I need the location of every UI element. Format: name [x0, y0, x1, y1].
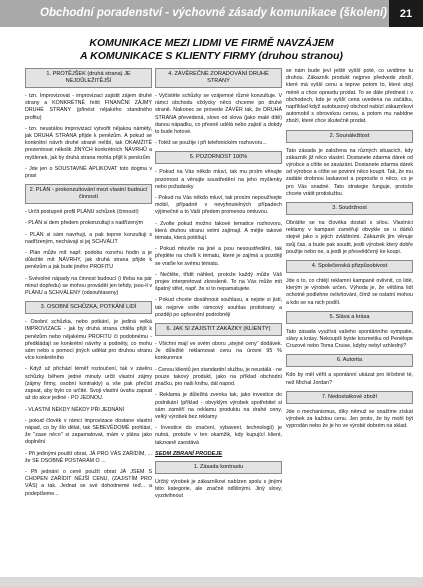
- section-box: 2. Sounáležitost: [286, 130, 413, 143]
- section-box: 1. Zásada kontrastu: [155, 461, 282, 474]
- paragraph: - Osobní schůzka, nebo potkání, je jediná velká IMPROVIZACE - jak by druhá strana chtěla přijít k penězům nebo nějakému PROFITU či podobnému - předkládají se konkrétní návrhy a podněty, co mohu sám nebo s pomocí jiných udělat pro druhou stranu více konkrétního: [25, 319, 152, 362]
- paragraph: - Pokud na Vás někdo mluví, tak prosím nepoužívejte mobil, případně v nevyhnutelných případech výjimečně a to Vaší předem promenou omluvou.: [155, 195, 282, 216]
- paragraph: - Cenou klientů jen standardní službu, je neustálá - ne pouze takový produkt, jako na příklad obchodní značku, pro naši knihu, dál napod.: [155, 366, 282, 388]
- main-title: [0, 37, 423, 63]
- section-box: 1. PROTĚJŠEK (druhá strana) JE NEJDŮLEŽITĚJŠÍ: [25, 68, 152, 88]
- paragraph: - tzn. Improvizovat - improvizaci zajistit zájem druhé strany a KONKRÉTNĚ řešit FINANČNÍ ZÁJMY DRUHÉ STRANY (přinést nějakého standného profitu): [25, 93, 152, 121]
- paragraph: - Zvolte pokud možno takové tematice rozhovoru, která druhou stranu velmi zajímají. A mějte takové témata, která potěšují.: [155, 220, 282, 242]
- paragraph: - tzn. neustálou improvizací vytvořit nějakou náměty, jak DRUHÁ STRANA přijde k penězům. A pokud se konkrétní návrh druhé straně nelíbí, tak OKAMŽITĚ prezentovat několik JINÝCH konkrétních NÁVRHŮ a myšlenek, jak by druhá strana mohla přijít k penězům: [25, 125, 152, 161]
- paragraph: Obrátíte se na člověka dostali s sílou. Vlastníci reklamy v kampani zaměřují obvykle se u dárků stejně jako s jejich zvláštními. Zákazník jim věnuje svůj čas, a bude pak soudit, jestli výrobek který dobře použije nebo ne, a jestli je přesvědčený ke koupi.: [286, 220, 413, 255]
- paragraph: - Vyčistěte schůzky se vzájemné různé konzultuje. V rámci obchodu vždycky něco chceme po druhé straně. Nakonec se provede ZÁVĚR tak, že DRUHÁ STRANA převedená, slovo od slova (jako malé dítě) danou nápadku, co přesně udělá nebo zajistí a dokdy to bude hotové.: [155, 93, 282, 136]
- paragraph: - pokud člověk v rámci improvizace dostane vlastní nápad, co by šlo dělat, tak SEBEVĚDOMĚ prohlásí, že "zase něco" si zapamatovat, mám v plánu jako doplnění: [25, 417, 152, 446]
- column-2: [155, 68, 282, 504]
- section-box: 3. Soudržnost: [286, 202, 413, 215]
- paragraph: Jde o to, co chtějí reklamní kampaně ovlivnit, co lidé, kterým je výrobek určen. Výhoda je, že většina lidí ochotně podlehne ovlivňování, čímž se ostatní mohou a kdo se na nich podílí.: [286, 278, 413, 306]
- column-1: [25, 68, 152, 502]
- main-title-line1: KOMUNIKACE MEZI LIDMI VE FIRMĚ NAVZÁJEM: [89, 37, 334, 49]
- paragraph: - Při jednání o ceně použít obrat JÁ JSEM S CHOPEN ZAŘÍDIT NĚJŠÍ CENU, (ZAJISTÍM PRO VÁS) a tak. Jednat se své dohodnemé teď... a podepíšeme...: [25, 468, 152, 497]
- paragraph: - Když už přichází téměř rozloučení, tak v závěru schůzky během jedné minuty určit vlastní zájmy (zájmy firmy, osobní kontrakty) a vše pak přečíst zapsat, aby bylo co určité. Svoji vlastní úvahu zapsat až do akce jediné - PO JEDNOU.: [25, 366, 152, 402]
- section-box: 6. JAK SI ZAJISTIT ZAKÁZKY (KLIENTY): [155, 323, 282, 336]
- page-number: 21: [389, 0, 423, 27]
- paragraph: - Svévolné nápady na činnost budoucí (i třeba na pár minut dopředu) se mohou provádět jen tehdy, jsou-li v PLÁNU a SCHVÁLENY (odsouhlaseny): [25, 275, 152, 297]
- paragraph: - Při jedinými pouští obrat, JÁ PRO VÁS ZAŘÍDÍM, ... že SE OSOBNĚ POSTARÁM O ...: [25, 450, 152, 464]
- paragraph: - Nečtěte, třídit náhled, protože každý může Váš projev interpretovat zkresleně. To na Vás může mít špatný střet, např. že si to nepamatujete.: [155, 271, 282, 293]
- paragraph: - Jde jen o SOUSTAVNÉ APLIKOVAT toto dogma v praxi: [25, 165, 152, 180]
- paragraph: Tato zásada je založena na různých situacích, kdy zákazník již něco vlastní. Dostanete zdarma dárek od výrobce a cítíte se zavázáni. Dostanete zdarma dárek od výrobce a cítíte se povinni něco koupit. Tak, že mu zadáte drobnou laskavost a poprosíte o něco, co je pro Vás snadné. Tato strategie funguje, protože chcete vrátit protislužbu.: [286, 147, 413, 197]
- section-box: 5. POZORNOST 100%: [155, 151, 282, 164]
- section-box: 4. ZÁVĚREČNÉ ZORADOVÁNÍ DRUHÉ STRANY: [155, 68, 282, 88]
- main-title-line2: A KOMUNIKACE S KLIENTY FIRMY (druhou stranou): [80, 50, 343, 62]
- paragraph: Kdo by měl věřit a spontánní ukázat pro léčebné té, než Michal Jordan?: [286, 372, 413, 386]
- page-header: [0, 0, 423, 27]
- paragraph: - PLÁN si sám navrhuji, a pak teprve konzultuji s nadřízeným, nechávají si jej SCHVÁLIT: [25, 231, 152, 245]
- section-box: 6. Autorita: [286, 354, 413, 367]
- paragraph: - Všichni mají ve svém oboru „stejné ceny“ dodávek. Je důležité reklamovat cenu na úrovni 95 % konkurence: [155, 341, 282, 362]
- paragraph: - Pokud na Vás někdo mluví, tak mu prsím věnujte pozornost a věnujte soustředění na jeho myšlenky nebo požadavky: [155, 169, 282, 190]
- paragraph: se nám bude jeví ještě vyšší poté, co uvidíme tu druhou. Zákazník produkt nejprve předvede zboží, které má vyšší cenu a teprve potom to, které stojí méně a chce opravdu prodat. To se dále přednesl i v obchodech, kde je vyšší cena uvedena na začátku, například když autobusový obchod nabízí zákazníkovi automobil s obrovskou cenou, a potom mu nabídne zboží, které chce skutečně prodat.: [286, 68, 413, 125]
- column-3: [286, 68, 413, 435]
- paragraph: - Totéž se použije i při telefonickém rozhovoru...: [155, 140, 267, 147]
- section-box: 4. Společenská přizpůsobivost: [286, 260, 413, 273]
- subheading: SEDM ZBRANÍ PRODEJE: [155, 450, 223, 457]
- paragraph: - VLASTNÍ NĚKDY NĚKDY PŘI JEDNÁNÍ: [25, 406, 124, 413]
- paragraph: Určitý výrobek je zákazníkovi nabízen spolu s jinými této kategorie, ale značně odlišnými. Jiný slovy, vyzdvihnout: [155, 478, 282, 500]
- paragraph: - Pokud mluvíte na jiné a jsou nesoustředění, tak přejděte na chvíli k tématu, které je zajímá a později se vraťte ke svému tématu.: [155, 246, 282, 267]
- paragraph: Tato zásada využívá vašeho spontánního sympatie, slávy a krásy. Nekoupíš byste kosmetiku od Penélope Cruzové nebo Toma Cruise, kdyby nebyl vzhledný?: [286, 328, 413, 350]
- section-box: 3. OSOBNÍ SCHŮZKA, POTKÁNÍ LIDÍ: [25, 301, 152, 314]
- paragraph: - Pokud chcete dosáhnout souhlasu, a nejste si jisti, tak nejprve volte rámcový souhlas protistrany a později po upřesnění podrobněji: [155, 297, 282, 318]
- paragraph: - Určit postupně profil PLÁNU schůzek (činností): [25, 209, 139, 216]
- paragraph: - Investice do značení, vybavení, technologií) je nutná, protože v ten okamžik, kdy kupující klient, takzvaně zaostává: [155, 425, 282, 446]
- section-box: 5. Sláva a krása: [286, 311, 413, 324]
- paragraph: - Reklama je důležitá zvenka tak, jako investice do podnikání (příklad - obvyklým výrobek spotřebitel si sám zaměří na reklamu produktu na drahé ceny, velký výrobek bez reklamy: [155, 392, 282, 420]
- footer-bar: [0, 577, 423, 587]
- section-box: 2. PLÁN - prokonzultování mezi vlastní budoucí činností: [25, 184, 152, 204]
- paragraph: - PLÁN si dem předem prokonzultuji s nadřízeným: [25, 220, 144, 227]
- header-title: Obchodní poradenství - výchovné zásady komunikace (školení): [40, 7, 388, 19]
- paragraph: - Plán může mít např. podobu rozvrhu hodin a je důležité mít NÁVRHY, jak druhá strana přijde k penězům a jak bude jiného PROFITU: [25, 250, 152, 271]
- section-box: 7. Nedostatkové zboží: [286, 391, 413, 404]
- paragraph: Jde o mechanismus, díky němuž se snažíme získat výrobek za každou cenu. Jen proto, že by mohl být vyprodán nebo že je ho ve výrobě dobrém na sklad.: [286, 408, 413, 430]
